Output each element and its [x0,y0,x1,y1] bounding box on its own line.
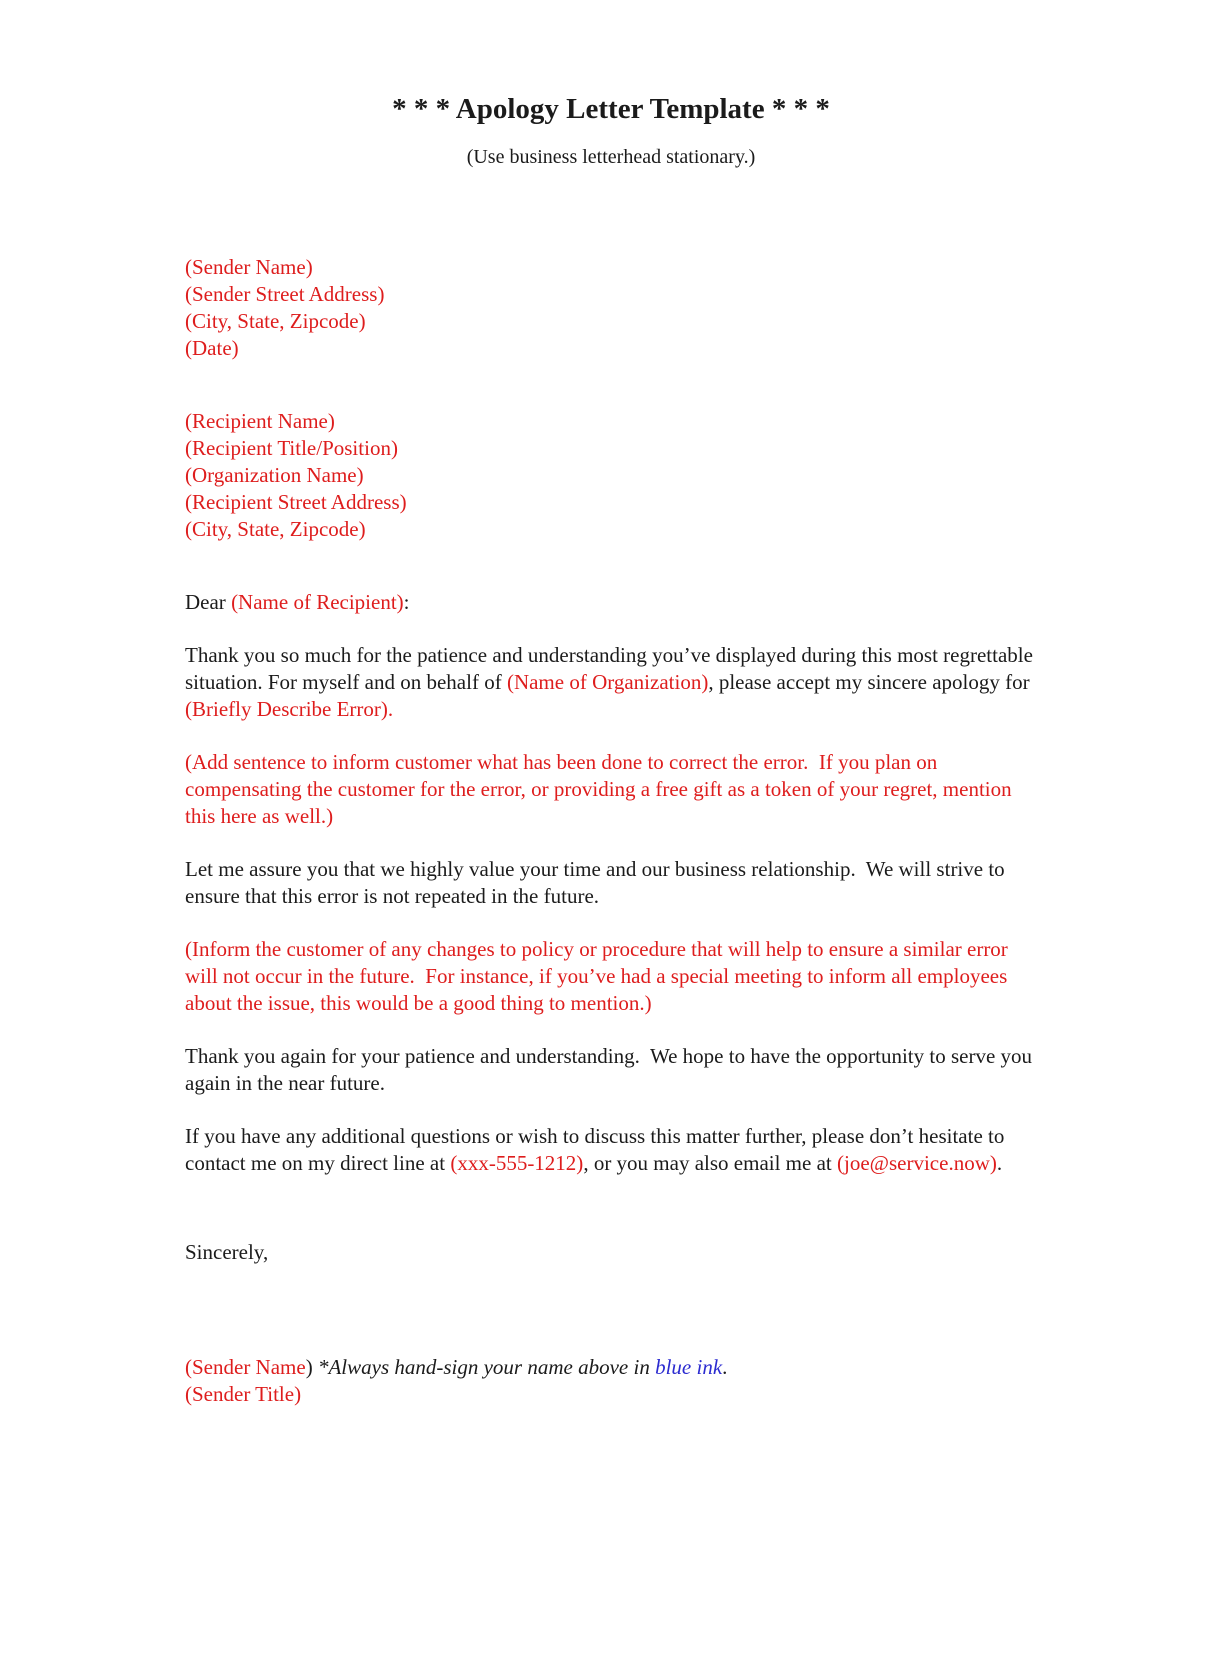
signature-name-line [185,1354,1037,1381]
text-segment: , or you may also email me at [583,1151,837,1175]
address-line: (Recipient Title/Position) [185,436,398,460]
address-line: (Sender Street Address) [185,282,385,306]
address-line: (Date) [185,336,239,360]
text-segment-red: (Add sentence to inform customer what has been done to correct the error. If you plan on compensating the customer for the error, or providing a free gift as a token of your regret, mention this here as well.) [185,750,1017,828]
paragraph-policy-change-instruction [185,936,1037,1017]
address-line: (Organization Name) [185,463,364,487]
text-segment-red: (Sender Name [185,1355,306,1379]
document-subtitle: (Use business letterhead stationary.) [466,146,756,168]
text-segment: Dear [185,590,232,614]
text-segment-red: (Name of Recipient) [231,590,404,614]
signature-title-line [185,1381,1037,1408]
text-segment: Thank you so much for the patience and understanding you’ve displayed during this most regrettable situation. For myself and on behalf of [185,643,1039,694]
paragraph-value-assurance [185,856,1037,910]
paragraph-correction-instruction [185,749,1037,830]
paragraph-thanks-again [185,1043,1037,1097]
text-segment: ) [305,1355,318,1379]
closing-line: Sincerely, [185,1240,269,1264]
text-segment: If you have any additional questions or wish to discuss this matter further, please don’t hesitate to contact me on my direct line at [185,1124,1010,1175]
text-segment: , please accept my sincere apology for [708,670,1035,694]
text-segment-red: (Briefly Describe Error). [185,697,394,721]
sender-address-block [185,254,1037,362]
text-segment: Thank you again for your patience and understanding. We hope to have the opportunity to serve you again in the near future. [185,1044,1038,1095]
text-segment-red: (xxx-555-1212) [450,1151,584,1175]
letter-content [185,92,1037,1408]
paragraph-contact-info [185,1123,1037,1177]
document-page [0,92,1220,1664]
text-segment: Let me assure you that we highly value your time and our business relationship. We will strive to ensure that this error is not repeated in the future. [185,857,1010,908]
text-segment: . [996,1151,1003,1175]
salutation-line [185,589,1037,616]
address-line: (Sender Name) [185,255,313,279]
text-segment-red: (joe@service.now) [837,1151,997,1175]
text-segment: . [722,1355,728,1379]
recipient-address-block [185,408,1037,543]
text-segment: : [403,590,410,614]
document-title: * * * Apology Letter Template * * * [392,93,830,125]
paragraph-thank-you-apology [185,642,1037,723]
address-line: (City, State, Zipcode) [185,309,366,333]
address-line: (City, State, Zipcode) [185,517,366,541]
text-segment-red: (Inform the customer of any changes to policy or procedure that will help to ensure a similar error will not occur in the future. For instance, if you’ve had a special meeting to inform all employees about the issue, this would be a good thing to mention.) [185,937,1014,1015]
text-segment: *Always hand-sign your name above in [317,1355,656,1379]
text-segment-blue: blue ink [655,1355,723,1379]
address-line: (Recipient Street Address) [185,490,407,514]
text-segment-red: (Sender Title) [185,1382,302,1406]
address-line: (Recipient Name) [185,409,335,433]
text-segment-red: (Name of Organization) [506,670,709,694]
